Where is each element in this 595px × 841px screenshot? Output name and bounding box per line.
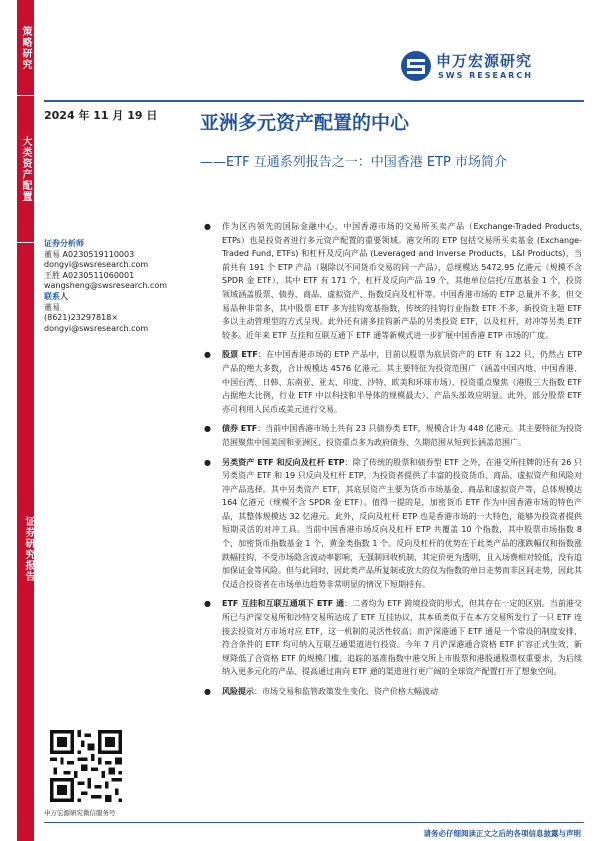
analyst-heading: 证券分析师 [44, 239, 84, 248]
bullet-icon: ● [204, 222, 211, 231]
paragraph-label: 风险提示 [222, 687, 254, 696]
logo-english-name: SWS RESEARCH [438, 71, 533, 80]
report-title: 亚洲多元资产配置的中心 [200, 112, 410, 134]
paragraph-text: ：市场交易和监管政策发生变化、资产价格大幅波动 [254, 687, 438, 696]
paragraph-text: ：除了传统的股票和债券型 ETF 之外，在港交所挂牌的还有 26 只另类资产 ETF 和 19 只反向及杠杆 ETP，为投资者提供了丰富的投资货币、商品、虚拟资产和风险对冲产品选择。其中另类资产 ETF，其底层资产主要为货币市场基金、商品和虚拟资产等，总体规模达 164 亿港元（规模不含 SPDR 金 ETF）。值得一提的是，加密货币 ETF 作为中国香港市场的特色产品，其整体规模达 32 亿港元。此外，反向及杠杆 ETP 也是香港市场的一大特色，能够为投资者提供短期灵活的对冲工具。当前中国香港市场反向及杠杆 ETP 共覆盖 10 个指数，其中股票市场指数 8 个，加密货币指数基金 1 个，黄金类指数 1 个。反向及杠杆的优势在于此类产品的涨跌幅仅和指数涨跌幅挂钩，不受市场隐含波动率影响，无强制回收机制，其定价更为透明，且入场费相对较低，没有追加保证金等风险。但与此同时，因此类产品所复制或放大的仅为指数的单日走势而非区间走势，因此其仅适合投资者在市场单边趋势非常明显的情况下短期持有。 [222, 457, 582, 589]
summary-paragraph-bond-etf [204, 422, 582, 449]
analyst-1-email[interactable]: dongyi@swsresearch.com [44, 260, 149, 270]
analyst-2-id: 王胜 A0230511060001 [44, 270, 135, 280]
contact-phone: (8621)23297818× [44, 313, 119, 323]
sidebar-report-type: 证券研究报告 [17, 243, 34, 841]
paragraph-label: 另类资产 ETF 和反向及杠杆 ETP [222, 457, 345, 467]
wechat-qr-code-icon [50, 730, 122, 802]
paragraph-label: ETF 互挂和互联互通项下 ETF 通 [222, 599, 345, 609]
summary-paragraph-etf-connect [204, 597, 582, 679]
contact-name: 董易 [44, 302, 60, 312]
bullet-icon: ● [204, 599, 211, 609]
sidebar [0, 0, 38, 841]
analyst-2-email[interactable]: wangsheng@swsresearch.com [44, 281, 168, 291]
report-subtitle: ——ETF 互通系列报告之一：中国香港 ETP 市场简介 [200, 155, 508, 170]
report-date: 2024 年 11 月 19 日 [44, 109, 158, 122]
paragraph-text: ：在中国香港市场的 ETP 产品中，目前以股票为底层资产的 ETF 有 122 只，仍然占 ETP 产品的绝大多数，合计规模达 4576 亿港元。其主要特征为投资范围广（涵盖中国内地、中国香港、中国台湾、日韩、东南亚、亚太、印度、沙特、欧美和环球市场）、投资重点聚焦（港股三大指数 ETF 占据绝大比例，行业 ETF 中以科技和半导体的规模最大）、产品头部效应明显。此外，部分股票 ETF 亦可利用人民币或美元进行交易。 [222, 350, 582, 414]
paragraph-label: 股票 ETF [222, 350, 258, 360]
bullet-icon: ● [204, 424, 211, 434]
footer-divider [44, 822, 584, 823]
summary-paragraph-alternative-etf [204, 456, 582, 592]
analyst-contacts [44, 239, 194, 334]
sidebar-category-asset-allocation: 大类资产配置 [17, 96, 34, 242]
paragraph-text: ：当前中国香港市场上共有 23 只债券类 ETF，规模合计为 448 亿港元。其主要特征为投资范围聚焦中国美国和亚洲区、投资重点多为政府债券、久期范围从短到长涵盖范围广。 [222, 424, 582, 447]
summary-paragraph-equity-etf [204, 348, 582, 416]
disclaimer-footer: 请务必仔细阅读正文之后的各项信息披露与声明 [423, 829, 581, 838]
paragraph-label: 债券 ETF [222, 424, 258, 434]
contact-email[interactable]: dongyi@swsresearch.com [44, 323, 149, 333]
sidebar-category-strategy: 策略研究 [17, 0, 34, 95]
sws-logo-icon [400, 50, 432, 82]
company-logo [400, 50, 580, 90]
logo-chinese-name: 申万宏源研究 [436, 52, 533, 70]
summary-body [204, 220, 582, 705]
header-divider [44, 100, 584, 102]
bullet-icon: ● [204, 457, 211, 467]
paragraph-text: ：二者均为 ETF 跨境投资的形式，但其存在一定的区别。当前港交所已与沪深交易所和沙特交易所达成了 ETF 互挂协议，其本质类似于在本方交易所发行了一只 ETF 连接去投资对方市场对应 ETF，这一机制的灵活性较高；而沪深港通下 ETF 通是一个常设的制度安排，符合条件的 ETF 均可纳入互联互通渠道进行投资。今年 7 月沪深港通合资格 ETF 扩容正式生效，新规降低了合资格 ETF 的规模门槛、追踪的基准指数中港交所上市股票和港股通股票权重要求，为后续纳入更多元化的产品、提高通过南向 ETF 通的渠道进行更广阔的全球资产配置打开了想象空间。 [222, 599, 582, 677]
bullet-icon: ● [204, 350, 211, 360]
contact-heading: 联系人 [44, 291, 68, 301]
bullet-icon: ● [204, 687, 211, 696]
paragraph-text: 作为区内领先的国际金融中心，中国香港市场的交易所买卖产品（Exchange-Traded Products, ETPs）也是投资者进行多元资产配置的重要领域。港交所的 ETP 包括交易所买卖基金 (Exchange-Traded Fund, ETFs) 和杠杆及反向产品 (Leveraged and Inverse Products，L&I Products)，当前共有 191 个 ETP 产品（剔除以不同货币交易的同一产品），总规模达 5472.95 亿港元（规模不含 SPDR 金 ETF），其中 ETF 有 171 个，杠杆及反向产品 19 个，其他单位信托/互惠基金 1 个，投资领域涵盖股票、债券、商品、虚拟资产、指数反向及杠杆等。中国香港市场的 ETP 总量并不多，但交易品种非常多，其中股票 ETF 多为挂钩宽基指数，传统的挂钩行业指数 ETF 不多，新投资主题 ETF 多以主动管理型的方式呈现。此外还有诸多挂钩新产品的另类投资 ETF，以及杠杆、对冲等另类 ETF 较多。近年来 ETF 互挂和互联互通下 ETF 通等新模式进一步扩展中国香港 ETP 市场的广度。 [222, 222, 582, 340]
qr-caption: 申万宏源研究微信服务号 [44, 809, 116, 817]
summary-paragraph-overview [204, 220, 582, 342]
summary-paragraph-risk [204, 685, 582, 699]
analyst-1-id: 董易 A0230519110003 [44, 249, 135, 259]
